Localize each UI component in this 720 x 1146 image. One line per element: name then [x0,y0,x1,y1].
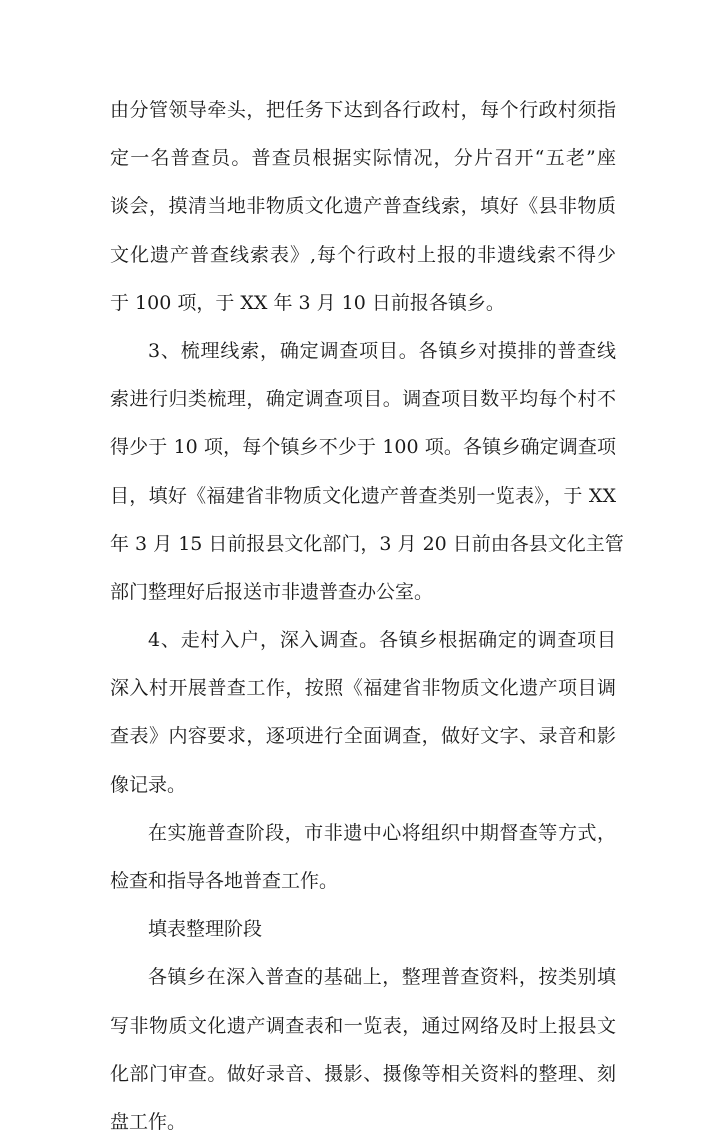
text-line: 谈会，摸清当地非物质文化遗产普查线索，填好《县非物质 [110,195,616,218]
text-line: 盘工作。 [110,1110,187,1133]
text-line: 文化遗产普查线索表》,每个行政村上报的非遗线索不得少 [110,243,616,266]
text-line: 定一名普查员。普查员根据实际情况，分片召开“五老”座 [110,147,616,170]
text-line: 各镇乡在深入普查的基础上，整理普查资料，按类别填 [148,966,616,989]
text-line: 填表整理阶段 [148,918,263,941]
text-line: 查表》内容要求，逐项进行全面调查，做好文字、录音和影 [110,725,616,748]
text-line: 由分管领导牵头，把任务下达到各行政村，每个行政村须指 [110,99,616,121]
text-line: 4、走村入户，深入调查。各镇乡根据确定的调查项目 [148,629,616,652]
text-line: 部门整理好后报送市非遗普查办公室。 [110,580,434,603]
text-line: 于 100 项，于 XX 年 3 月 10 日前报各镇乡。 [110,291,505,314]
text-line: 深入村开展普查工作，按照《福建省非物质文化遗产项目调 [110,677,616,700]
text-line: 写非物质文化遗产调查表和一览表，通过网络及时上报县文 [110,1014,616,1037]
text-line: 在实施普查阶段，市非遗中心将组织中期督查等方式， [148,821,616,844]
text-line: 索进行归类梳理，确定调查项目。调查项目数平均每个村不 [110,388,616,411]
text-line: 3、梳理线索，确定调查项目。各镇乡对摸排的普查线 [148,339,616,362]
text-line: 年 3 月 15 日前报县文化部门，3 月 20 日前由各县文化主管 [110,532,624,555]
text-line: 得少于 10 项，每个镇乡不少于 100 项。各镇乡确定调查项 [110,436,616,459]
document-body [110,86,624,1146]
text-line: 像记录。 [110,773,187,796]
text-line: 检查和指导各地普查工作。 [110,870,339,892]
text-line: 目，填好《福建省非物质文化遗产普查类别一览表》，于 XX [110,484,616,507]
text-line: 化部门审查。做好录音、摄影、摄像等相关资料的整理、刻 [110,1062,616,1085]
